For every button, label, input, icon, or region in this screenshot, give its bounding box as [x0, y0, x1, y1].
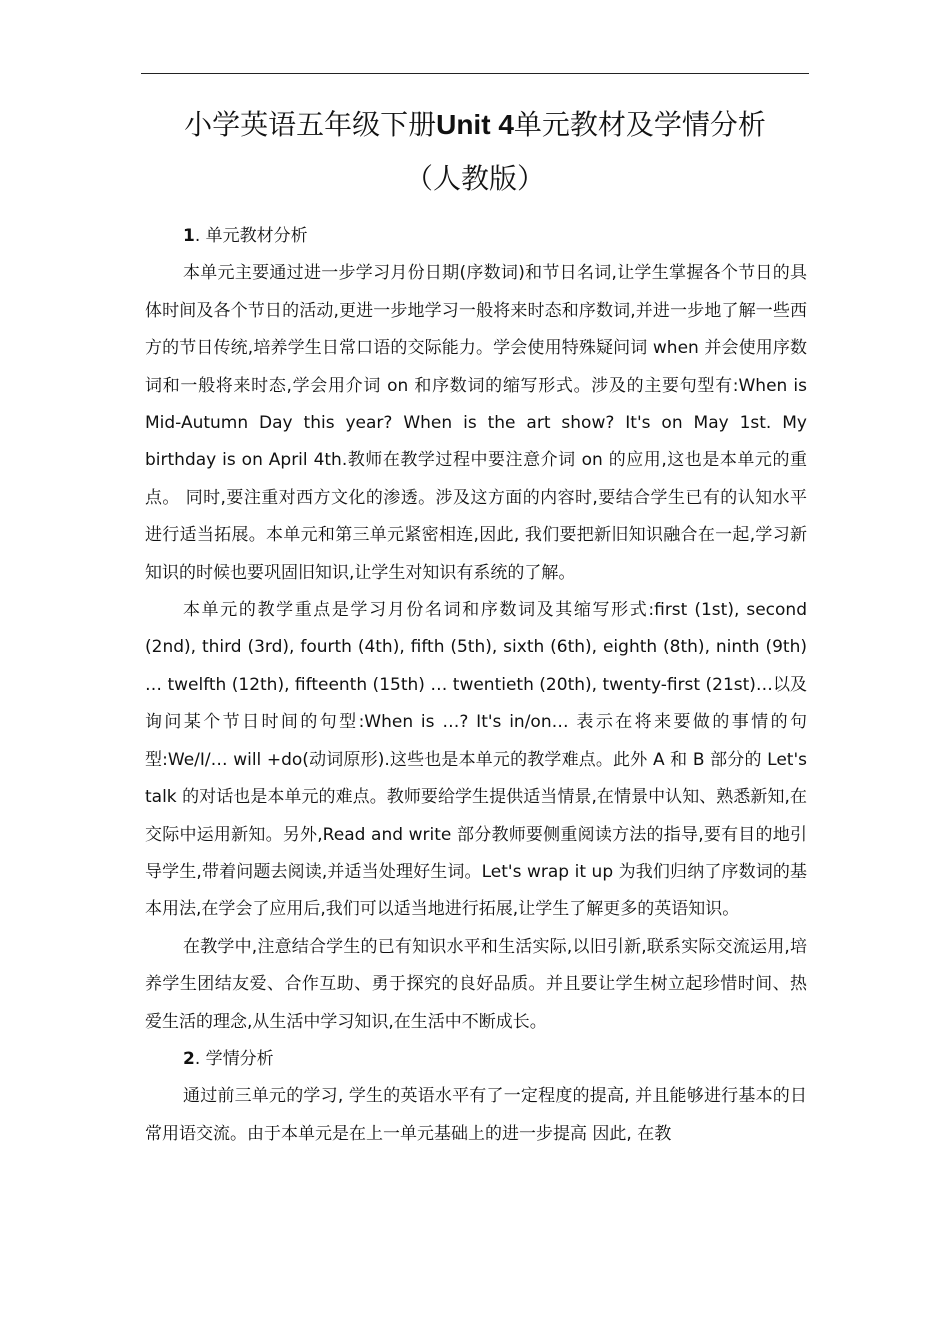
title-suffix: 单元教材及学情分析: [513, 108, 766, 141]
document-subtitle: （人教版）: [404, 162, 545, 195]
header-rule: [141, 73, 809, 74]
title-unit: Unit 4: [436, 109, 514, 140]
section-number: 1: [183, 226, 195, 246]
title-prefix: 小学英语五年级下册: [184, 108, 437, 141]
section-heading: [145, 218, 807, 255]
section-title: . 单元教材分析: [194, 226, 308, 246]
document-title: [100, 108, 850, 142]
document-body: [145, 218, 807, 1153]
paragraph: 在教学中,注意结合学生的已有知识水平和生活实际,以旧引新,联系实际交流运用,培养学生团结友爱、合作互助、勇于探究的良好品质。并且要让学生树立起珍惜时间、热爱生活的理念,从生活中学习知识,在生活中不断成长。: [145, 936, 807, 1032]
paragraph: 本单元主要通过进一步学习月份日期(序数词)和节日名词,让学生掌握各个节日的具体时间及各个节日的活动,更进一步地学习一般将来时态和序数词,并进一步地了解一些西方的节日传统,培养学生日常口语的交际能力。学会使用特殊疑问词 when 并会使用序数词和一般将来时态,学会用介词 on 和序数词的缩写形式。涉及的主要句型有:When is Mid-Autumn Day this year? When is the art show? It's on May 1st. My birthday is on April 4th.教师在教学过程中要注意介词 on 的应用,这也是本单元的重点。 同时,要注重对西方文化的渗透。涉及这方面的内容时,要结合学生已有的认知水平进行适当拓展。本单元和第三单元紧密相连,因此, 我们要把新旧知识融合在一起,学习新知识的时候也要巩固旧知识,让学生对知识有系统的了解。: [145, 263, 807, 583]
section-heading: [145, 1041, 807, 1078]
section-title: . 学情分析: [194, 1048, 274, 1069]
paragraph: 本单元的教学重点是学习月份名词和序数词及其缩写形式:first (1st), second (2nd), third (3rd), fourth (4th), fifth (5th), sixth (6th), eighth (8th), ninth (9th) … twelfth (12th), fifteenth (15th) … twentieth (20th), twenty-first (21st)…以及询问某个节日时间的句型:When is …? It's in/on… 表示在将来要做的事情的句型:We/I/… will +do(动词原形).这些也是本单元的教学难点。此外 A 和 B 部分的 Let's talk 的对话也是本单元的难点。教师要给学生提供适当情景,在情景中认知、熟悉新知,在交际中运用新知。另外,Read and write 部分教师要侧重阅读方法的指导,要有目的地引导学生,带着问题去阅读,并适当处理好生词。Let's wrap it up 为我们归纳了序数词的基本用法,在学会了应用后,我们可以适当地进行拓展,让学生了解更多的英语知识。: [145, 600, 807, 920]
section-number: 2: [183, 1048, 195, 1069]
paragraph: 通过前三单元的学习, 学生的英语水平有了一定程度的提高, 并且能够进行基本的日常用语交流。由于本单元是在上一单元基础上的进一步提高 因此, 在教: [145, 1086, 807, 1144]
